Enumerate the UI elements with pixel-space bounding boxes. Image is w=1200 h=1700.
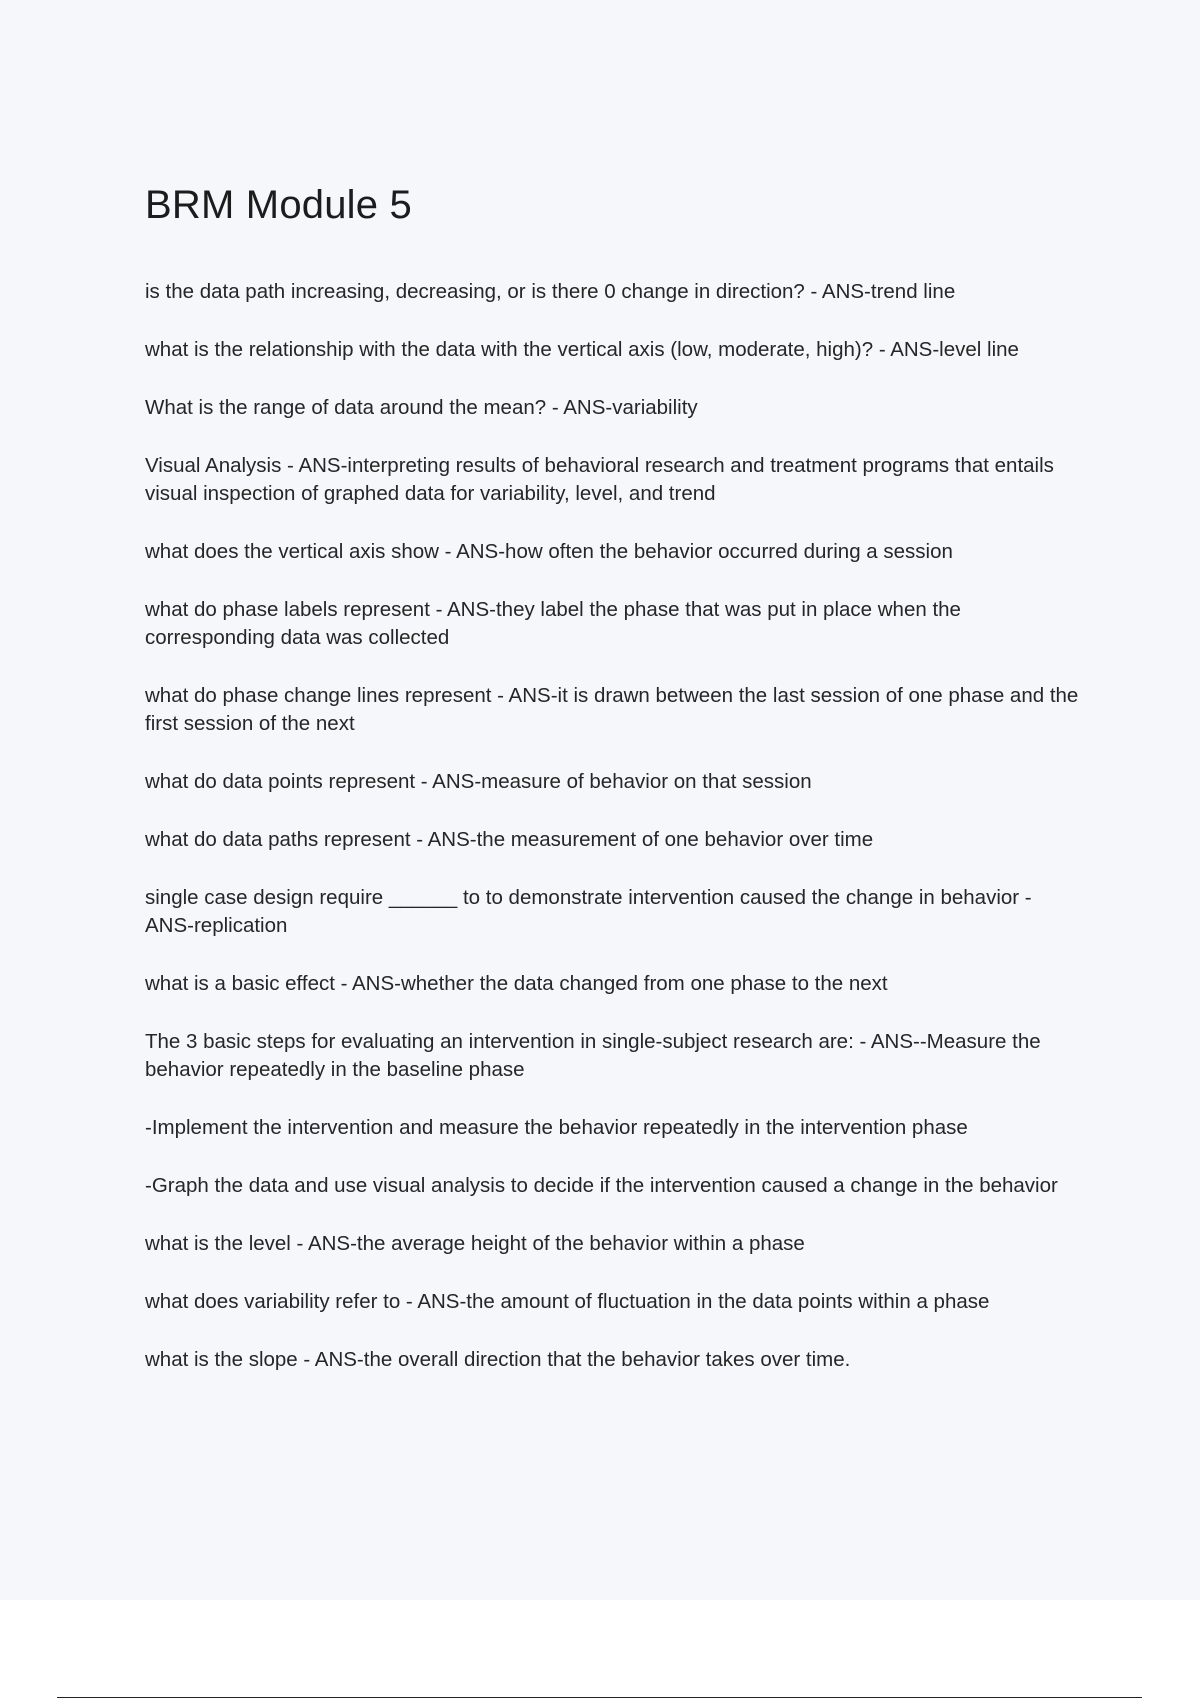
qa-item: -Graph the data and use visual analysis to decide if the intervention caused a change in the behavior [145, 1174, 1058, 1197]
qa-list [145, 278, 1085, 1404]
document-title: BRM Module 5 [145, 183, 412, 227]
qa-item: what do data points represent - ANS-measure of behavior on that session [145, 770, 812, 793]
qa-item: What is the range of data around the mean? - ANS-variability [145, 396, 698, 419]
bottom-divider [57, 1697, 1142, 1698]
qa-item: -Implement the intervention and measure the behavior repeatedly in the intervention phase [145, 1116, 968, 1139]
qa-item: what does variability refer to - ANS-the amount of fluctuation in the data points within a phase [145, 1290, 990, 1313]
qa-item: is the data path increasing, decreasing, or is there 0 change in direction? - ANS-trend line [145, 280, 956, 303]
qa-item: what is the slope - ANS-the overall direction that the behavior takes over time. [145, 1348, 851, 1371]
qa-item: what do phase change lines represent - ANS-it is drawn between the last session of one phase and the first session of the next [145, 684, 1079, 735]
qa-item: what does the vertical axis show - ANS-how often the behavior occurred during a session [145, 540, 953, 563]
qa-item: The 3 basic steps for evaluating an intervention in single-subject research are: - ANS--Measure the behavior repeatedly in the baseline phase [145, 1030, 1041, 1081]
qa-item: what is the level - ANS-the average height of the behavior within a phase [145, 1232, 805, 1255]
qa-item: Visual Analysis - ANS-interpreting results of behavioral research and treatment programs that entails visual inspection of graphed data for variability, level, and trend [145, 454, 1054, 505]
qa-item: what is the relationship with the data with the vertical axis (low, moderate, high)? - ANS-level line [145, 338, 1019, 361]
qa-item: what do phase labels represent - ANS-they label the phase that was put in place when the corresponding data was collected [145, 598, 961, 649]
qa-item: what is a basic effect - ANS-whether the data changed from one phase to the next [145, 972, 888, 995]
qa-item: single case design require ______ to to demonstrate intervention caused the change in behavior - ANS-replication [145, 886, 1032, 937]
qa-item: what do data paths represent - ANS-the measurement of one behavior over time [145, 828, 874, 851]
